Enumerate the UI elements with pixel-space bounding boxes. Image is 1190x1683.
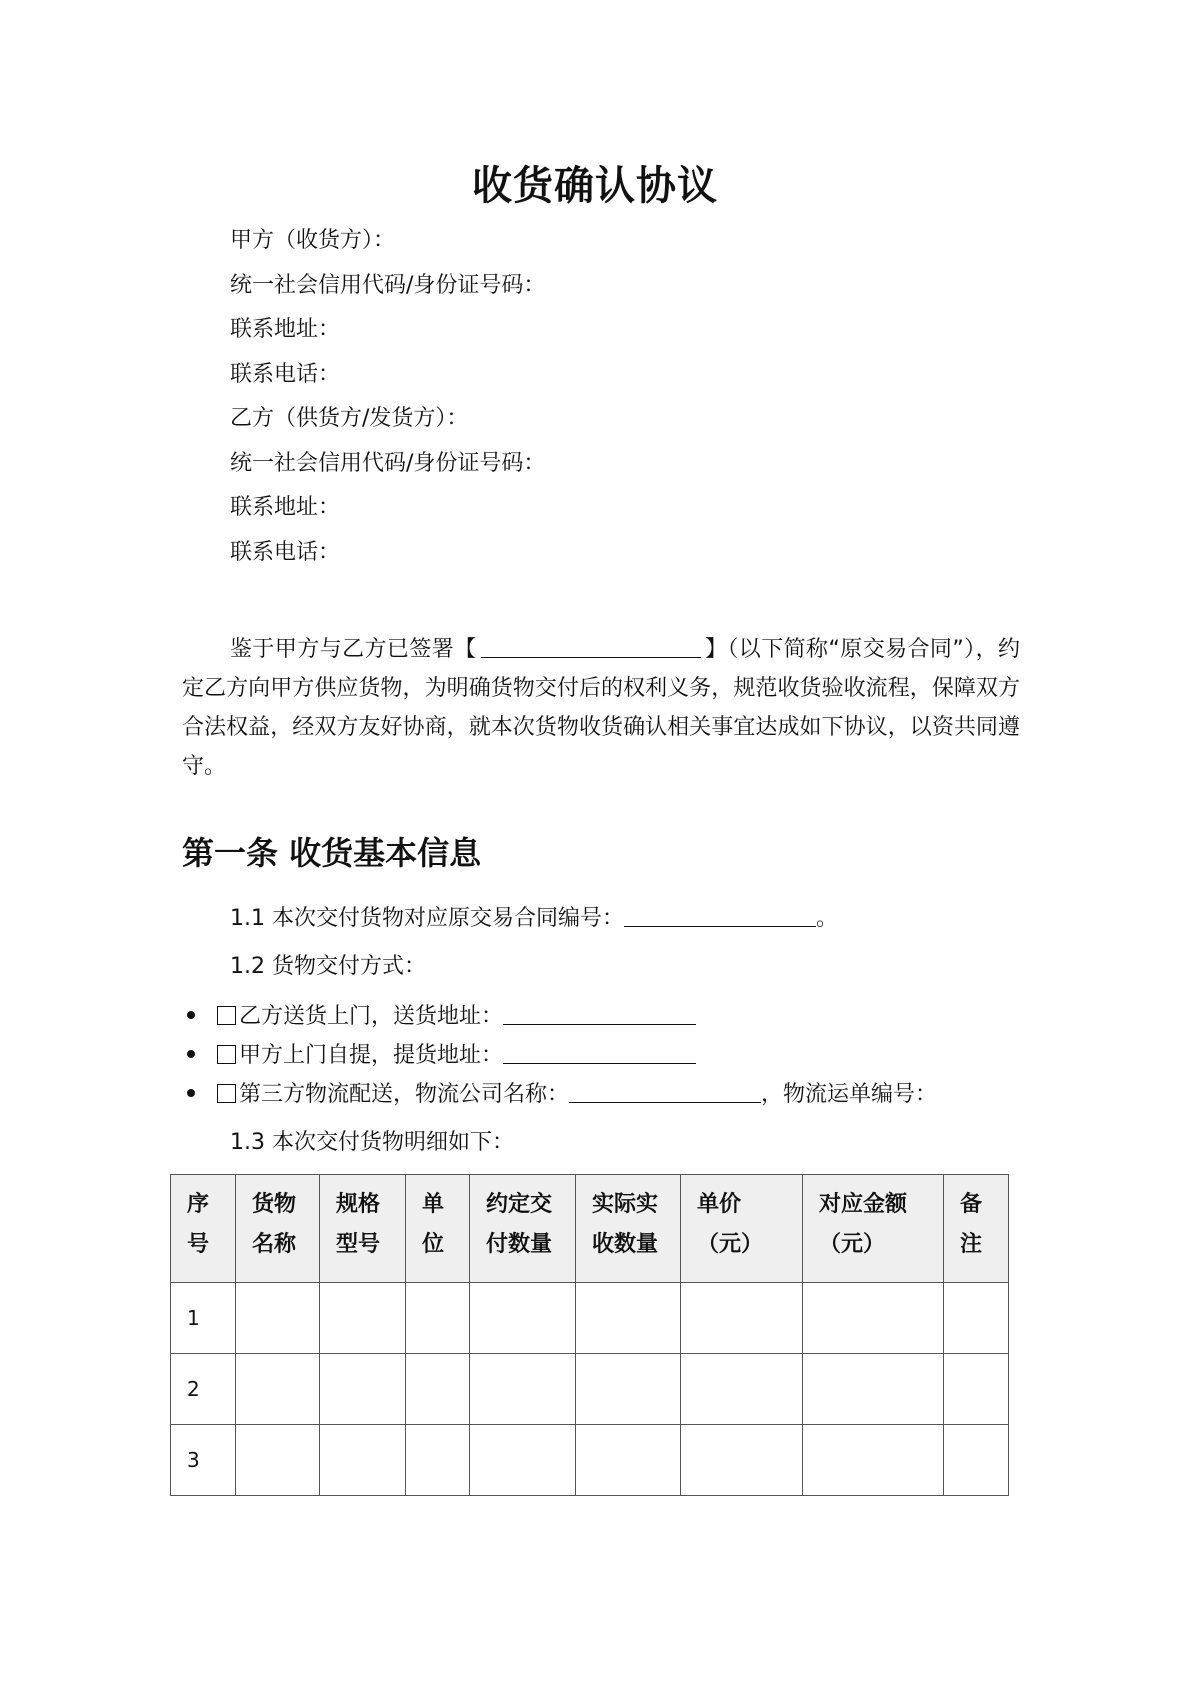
table-cell[interactable] — [320, 1425, 406, 1496]
table-cell[interactable] — [236, 1283, 320, 1354]
party-b-address: 联系地址： — [230, 495, 341, 520]
table-cell[interactable] — [470, 1354, 576, 1425]
preamble-paragraph — [182, 630, 1020, 786]
bullet-icon — [187, 1089, 195, 1097]
table-cell[interactable] — [406, 1283, 470, 1354]
preamble-text-before: 鉴于甲方与乙方已签署【 — [230, 637, 477, 662]
table-header-row — [171, 1175, 1009, 1283]
contract-name-blank[interactable] — [481, 635, 701, 658]
table-cell[interactable] — [470, 1425, 576, 1496]
table-header-cell: 单价 （元） — [681, 1175, 803, 1283]
delivery-option-text: 第三方物流配送，物流公司名称： — [239, 1082, 570, 1107]
party-b-phone: 联系电话： — [230, 540, 341, 565]
item-1-1-text: 1.1 本次交付货物对应原交易合同编号： — [230, 906, 624, 931]
table-header-cell: 约定交 付数量 — [470, 1175, 576, 1283]
table-cell[interactable] — [803, 1354, 944, 1425]
item-1-1 — [230, 904, 838, 934]
table-cell[interactable] — [944, 1354, 1009, 1425]
table-cell[interactable] — [236, 1425, 320, 1496]
table-header-cell: 实际实 收数量 — [576, 1175, 681, 1283]
checkbox-icon[interactable] — [217, 1006, 236, 1025]
table-cell[interactable] — [681, 1425, 803, 1496]
checkbox-icon[interactable] — [217, 1045, 236, 1064]
table-cell-index: 2 — [171, 1354, 236, 1425]
logistics-company-blank[interactable] — [569, 1080, 761, 1103]
bullet-icon — [187, 1050, 195, 1058]
delivery-address-blank[interactable] — [503, 1002, 696, 1025]
delivery-option-text: 甲方上门自提，提货地址： — [239, 1043, 504, 1068]
table-cell[interactable] — [406, 1425, 470, 1496]
table-row — [171, 1283, 1009, 1354]
goods-detail-table — [170, 1174, 1009, 1496]
document-title: 收货确认协议 — [472, 163, 718, 209]
table-header-cell: 序 号 — [171, 1175, 236, 1283]
table-cell[interactable] — [803, 1425, 944, 1496]
delivery-option-seller-delivery — [182, 1002, 696, 1032]
party-b-label: 乙方（供货方/发货方）： — [230, 406, 469, 431]
table-cell[interactable] — [406, 1354, 470, 1425]
contract-number-blank[interactable] — [624, 904, 816, 927]
preamble-text-after: 】（以下简称“原交易合同”），约定乙方向甲方供应货物，为明确货物交付后的权利义务，规范收货验收流程，保障双方合法权益，经双方友好协商，就本次货物收货确认相关事宜达成如下协议，以资共同遵守。 — [182, 637, 1020, 779]
table-header-cell: 对应金额 （元） — [803, 1175, 944, 1283]
delivery-option-text: 乙方送货上门，送货地址： — [239, 1004, 504, 1029]
table-cell[interactable] — [681, 1283, 803, 1354]
item-1-1-suffix: 。 — [815, 906, 838, 931]
party-a-address: 联系地址： — [230, 317, 341, 342]
table-header-cell: 货物 名称 — [236, 1175, 320, 1283]
party-a-phone: 联系电话： — [230, 362, 341, 387]
table-cell[interactable] — [576, 1425, 681, 1496]
table-cell[interactable] — [803, 1283, 944, 1354]
table-cell[interactable] — [236, 1354, 320, 1425]
table-header-cell: 单 位 — [406, 1175, 470, 1283]
party-a-label: 甲方（收货方）： — [230, 228, 396, 253]
table-cell-index: 3 — [171, 1425, 236, 1496]
article-1-heading: 第一条 收货基本信息 — [182, 834, 482, 872]
table-row — [171, 1354, 1009, 1425]
item-1-2: 1.2 货物交付方式： — [230, 954, 426, 979]
table-cell[interactable] — [320, 1283, 406, 1354]
bullet-icon — [187, 1011, 195, 1019]
party-a-credit-code: 统一社会信用代码/身份证号码： — [230, 273, 546, 298]
table-header-cell: 备 注 — [944, 1175, 1009, 1283]
table-header-cell: 规格 型号 — [320, 1175, 406, 1283]
table-row — [171, 1425, 1009, 1496]
delivery-option-logistics — [182, 1080, 937, 1110]
delivery-option-buyer-pickup — [182, 1041, 696, 1071]
table-cell[interactable] — [681, 1354, 803, 1425]
pickup-address-blank[interactable] — [503, 1041, 696, 1064]
table-cell[interactable] — [944, 1425, 1009, 1496]
table-cell[interactable] — [320, 1354, 406, 1425]
table-cell[interactable] — [576, 1283, 681, 1354]
table-cell[interactable] — [944, 1283, 1009, 1354]
delivery-option-text-2: ，物流运单编号： — [761, 1082, 938, 1107]
checkbox-icon[interactable] — [217, 1084, 236, 1103]
table-cell[interactable] — [576, 1354, 681, 1425]
table-cell[interactable] — [470, 1283, 576, 1354]
item-1-3: 1.3 本次交付货物明细如下： — [230, 1130, 514, 1155]
table-cell-index: 1 — [171, 1283, 236, 1354]
party-b-credit-code: 统一社会信用代码/身份证号码： — [230, 451, 546, 476]
